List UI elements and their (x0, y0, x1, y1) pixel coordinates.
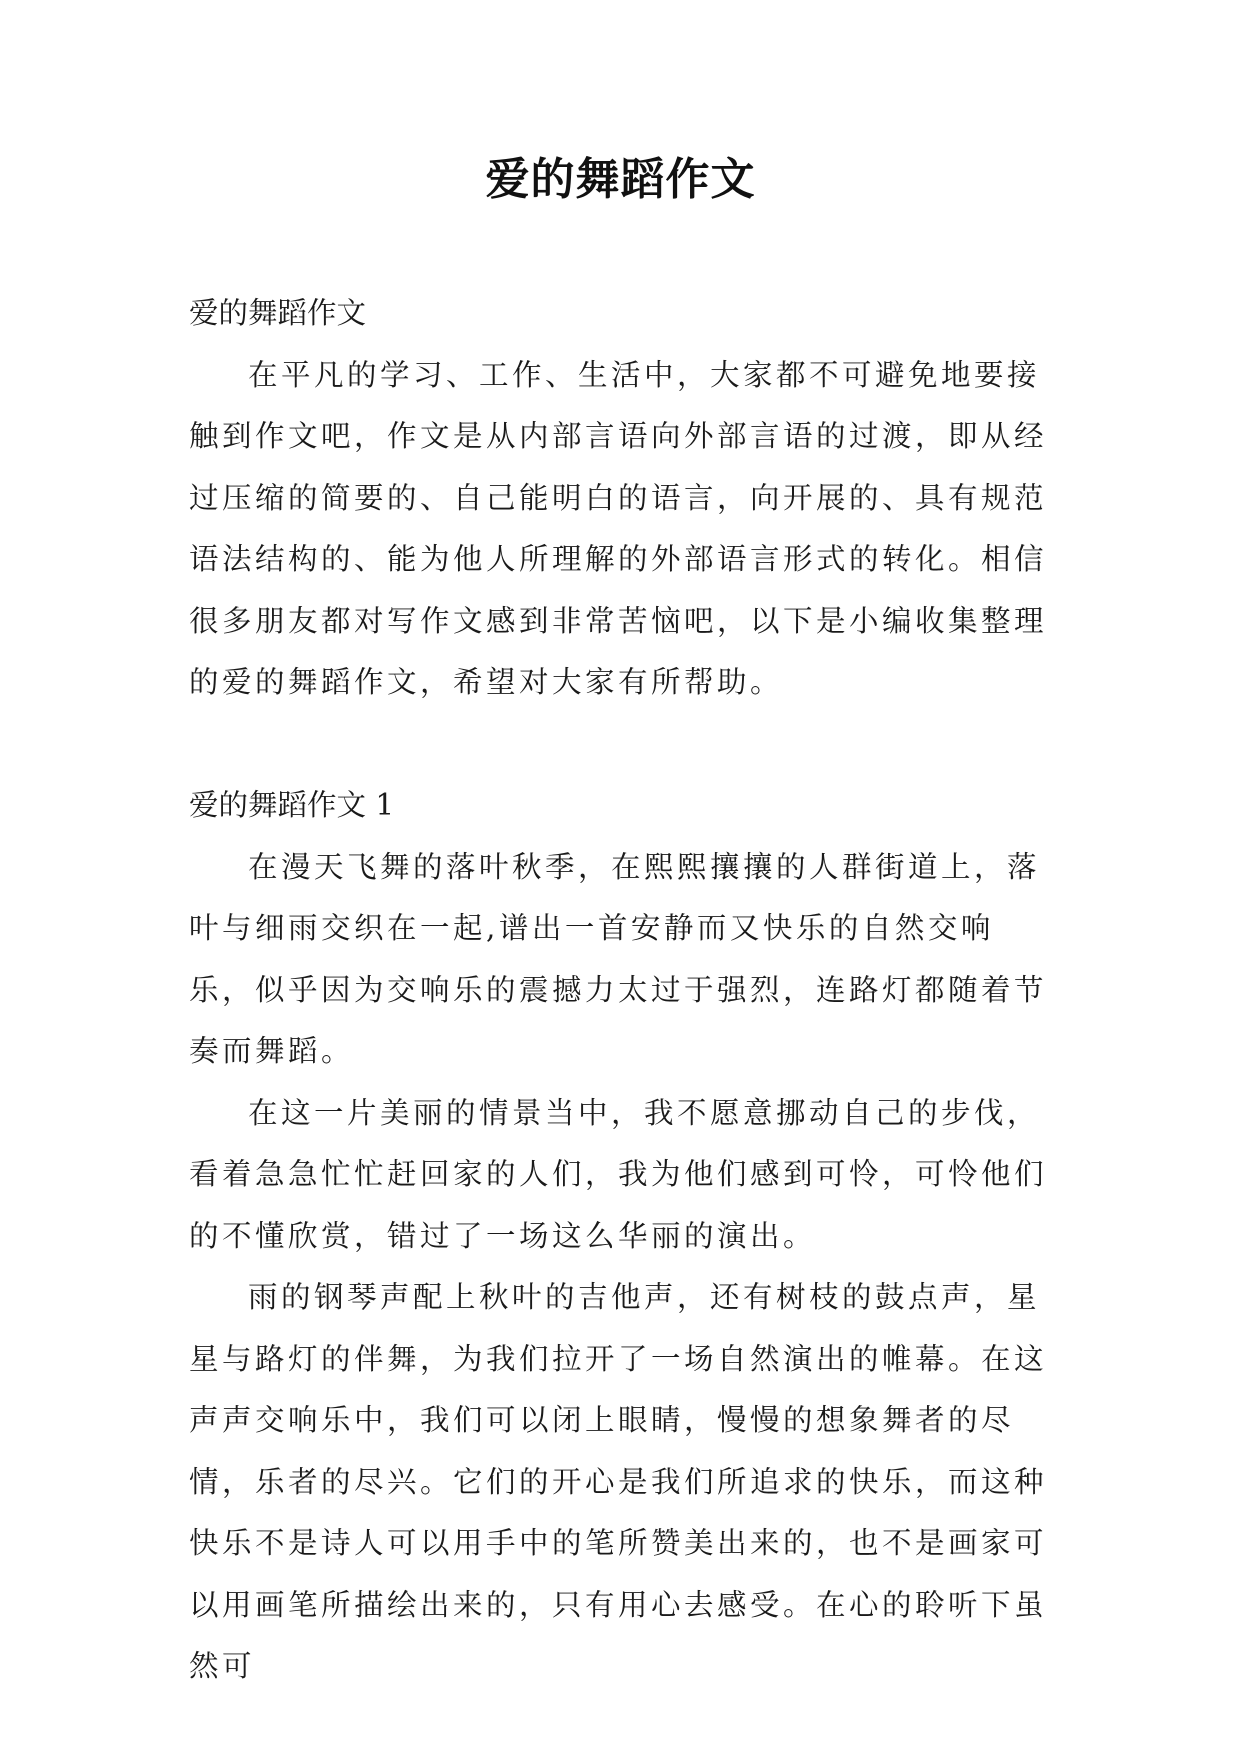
section-spacer (189, 714, 1049, 776)
document-body (189, 283, 1049, 1698)
section-1-paragraph-3: 雨的钢琴声配上秋叶的吉他声，还有树枝的鼓点声，星星与路灯的伴舞，为我们拉开了一场自然演出的帷幕。在这声声交响乐中，我们可以闭上眼睛，慢慢的想象舞者的尽情，乐者的尽兴。它们的开心是我们所追求的快乐，而这种快乐不是诗人可以用手中的笔所赞美出来的，也不是画家可以用画笔所描绘出来的，只有用心去感受。在心的聆听下虽然可 (189, 1280, 1048, 1683)
document-title: 爱的舞蹈作文 (485, 154, 756, 205)
intro-heading: 爱的舞蹈作文 (189, 296, 367, 330)
section-1-heading: 爱的舞蹈作文 1 (189, 788, 395, 822)
section-1-paragraph-2: 在这一片美丽的情景当中，我不愿意挪动自己的步伐，看着急急忙忙赶回家的人们，我为他们感到可怜，可怜他们的不懂欣赏，错过了一场这么华丽的演出。 (189, 1095, 1048, 1253)
intro-paragraph: 在平凡的学习、工作、生活中，大家都不可避免地要接触到作文吧，作文是从内部言语向外部言语的过渡，即从经过压缩的简要的、自己能明白的语言，向开展的、具有规范语法结构的、能为他人所理解的外部语言形式的转化。相信很多朋友都对写作文感到非常苦恼吧，以下是小编收集整理的爱的舞蹈作文，希望对大家有所帮助。 (189, 357, 1048, 699)
section-1-paragraph-1: 在漫天飞舞的落叶秋季，在熙熙攘攘的人群街道上，落叶与细雨交织在一起,谱出一首安静而又快乐的自然交响乐，似乎因为交响乐的震撼力太过于强烈，连路灯都随着节奏而舞蹈。 (189, 849, 1048, 1068)
